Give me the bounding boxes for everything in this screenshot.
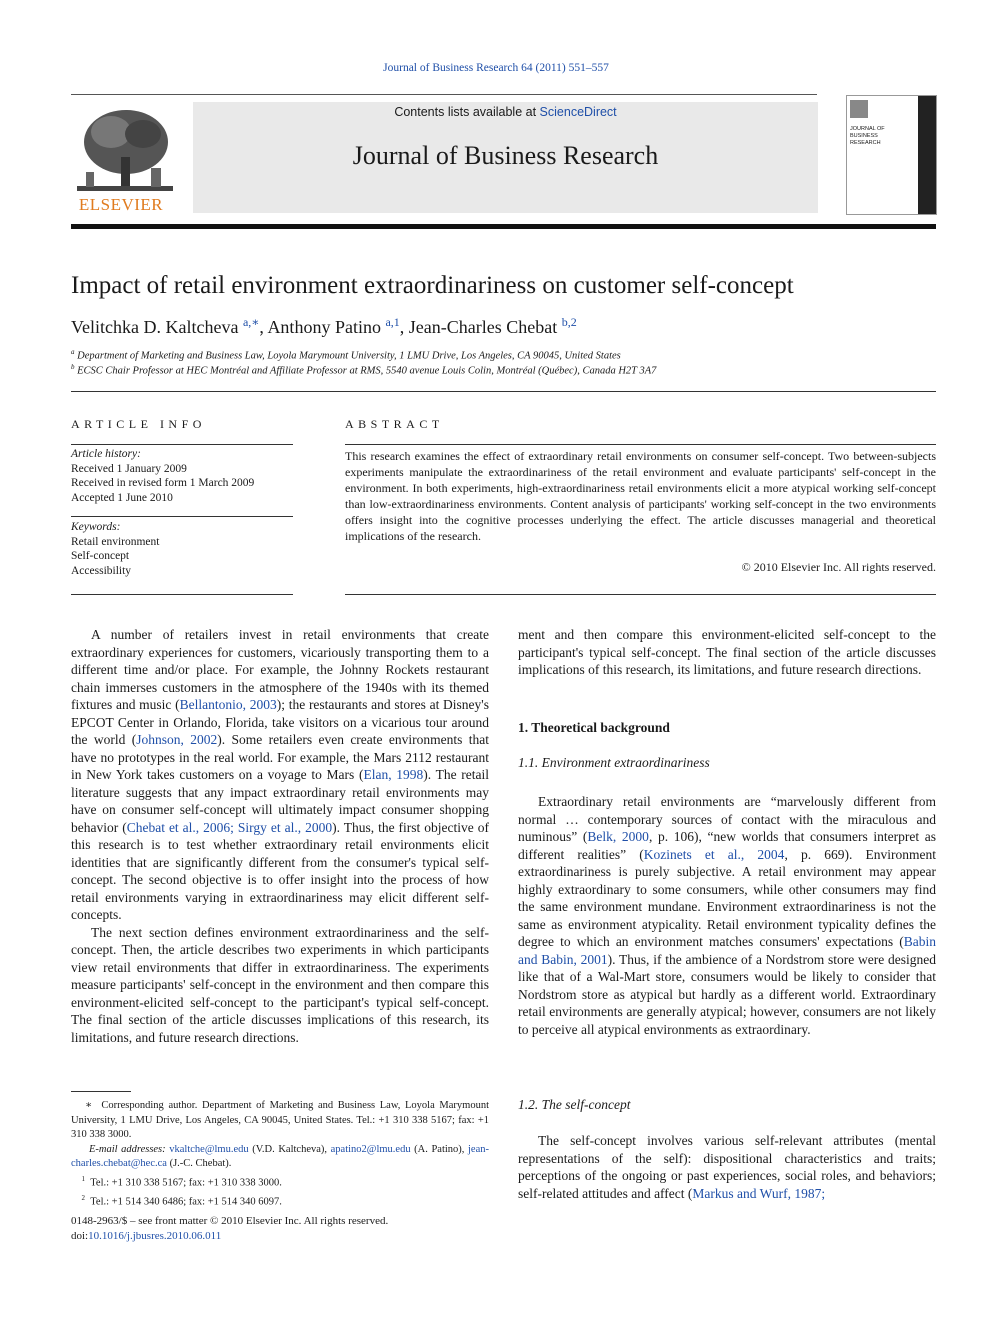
text-run: ). The retail literature suggests that any impact extraordinary retail environments may have on consumer self-concept will ultimately impact consumer shopping behavior (: [71, 767, 489, 835]
footnote-1: $^1$ Tel.: +1 310 338 5167; fax: +1 310 338 3000.: [81, 1174, 282, 1188]
divider: [345, 444, 936, 445]
copyright: © 2010 Elsevier Inc. All rights reserved.: [741, 560, 936, 574]
footnote-text: Tel.: +1 514 340 6486; fax: +1 514 340 6097.: [90, 1196, 282, 1207]
citation-link[interactable]: Elan, 1998: [363, 767, 424, 782]
abstract-text: This research examines the effect of extraordinary retail environments on consumer self-concept. Two between-subjects experiments manipulate the extraordinariness of the retail environment and evaluate participants' self-concept in the environment. In both experiments, high-extraordinariness retail environments elicit a more atypical working self-concept than low-extraordinariness environments. Content analysis of participants' working self-concept in the two environments offers insight into the cognitive processes underlying the effect. The article discusses managerial and theoretical implications of the research.: [345, 449, 936, 543]
keywords-label: Keywords:: [71, 521, 121, 533]
affiliation-text: Department of Marketing and Business Law, Loyola Marymount University, 1 LMU Drive, Los Angeles, CA 90045, United States: [77, 350, 621, 362]
elsevier-logo: [71, 102, 186, 214]
affiliation: [71, 348, 621, 362]
right-column-body: [518, 793, 936, 1038]
left-column: [71, 626, 490, 1045]
article-info-heading: ARTICLE INFO: [71, 417, 206, 431]
text-run: The self-concept involves various self-relevant attributes (mental representations of the self): dispositional characteristics and traits; perceptions of the ongoing or past experiences, social roles, and behaviors; self-related attitudes and affect (: [518, 1133, 936, 1201]
affiliation-mark: a: [71, 348, 75, 356]
text-run: , p. 106), “new worlds that consumers interpret as different realities” (: [518, 829, 936, 862]
doi-line: [71, 1229, 388, 1244]
paragraph: [71, 626, 489, 924]
contents-prefix: Contents lists available at: [394, 105, 537, 119]
footnotes: [71, 1099, 489, 1210]
citation-link[interactable]: Kozinets et al., 2004: [643, 846, 785, 862]
subsection-heading: 1.1. Environment extraordinariness: [518, 755, 710, 770]
abstract-heading: ABSTRACT: [345, 417, 444, 431]
journal-cover-thumbnail: [846, 95, 937, 215]
revised-date: Received in revised form 1 March 2009: [71, 477, 255, 489]
footnote-corresponding: ∗ Corresponding author. Department of Marketing and Business Law, Loyola Marymount University, 1 LMU Drive, Los Angeles, CA 90045, United States. Tel.: +1 310 338 5167; fax: +1 310 338 3000.: [71, 1100, 489, 1140]
sciencedirect-link[interactable]: ScienceDirect: [539, 105, 617, 119]
text-run: A number of retailers invest in retail environments that create extraordinary experiences for customers, vicariously transporting them to a different time and/or place. For example, the Johnny Rockets restaurant chain immerses customers in the atmosphere of the 1940s with its themed fixtures and music (: [71, 627, 489, 712]
front-matter-info: [71, 1214, 388, 1243]
citation-link[interactable]: Bellantonio, 2003: [179, 697, 277, 712]
cover-band: [918, 96, 936, 214]
affiliation: [71, 363, 656, 377]
citation-link[interactable]: Belk, 2000: [587, 829, 649, 844]
journal-title: Journal of Business Research: [352, 141, 659, 170]
journal-citation[interactable]: Journal of Business Research 64 (2011) 551–557: [383, 62, 609, 74]
history-label: Article history:: [71, 448, 141, 460]
cover-title: JOURNAL OF BUSINESS RESEARCH: [850, 126, 885, 146]
email-owner: (V.D. Kaltcheva),: [252, 1143, 328, 1155]
keyword: Retail environment: [71, 535, 160, 548]
text-run: ). Thus, the first objective of this research is to test whether extraordinary retail environments elicit identities that are significantly different from the consumer's typical self-concept. The second objective is to offer insight into the process of how retail environments varying in extraordinariness may elicit different self-concepts.: [71, 819, 489, 922]
issn-line: 0148-2963/$ – see front matter © 2010 Elsevier Inc. All rights reserved.: [71, 1215, 389, 1227]
affiliation-mark: b: [71, 363, 75, 371]
email-link[interactable]: jean-charles.chebat@hec.ca: [71, 1143, 490, 1169]
paragraph: The next section defines environment extraordinariness and the self-concept. Then, the article describes two experiments in which participants view retail environments that differ in extraordinariness. The experiments measure participants' self-concept in the environment and then compare this environment-elicited self-concept to the participant's typical self-concept. The final section of the article discusses implications of this research, its limitations, and future research directions.: [71, 924, 489, 1045]
paragraph: [518, 1132, 936, 1202]
text-run: ). Thus, if the ambience of a Nordstrom store were designed like that of a Wal-Mart store, consumers would be likely to consider that Nordstrom store as atypical but hardly as a different world. Extraordinary retail environments are generally atypical; however, consumers are not likely to perceive all atypical environments as extraordinary.: [518, 951, 936, 1037]
email-owner: (J.-C. Chebat).: [169, 1158, 232, 1169]
author-name: Jean-Charles Chebat: [408, 317, 558, 337]
footnote-text: Corresponding author. Department of Marketing and Business Law, Loyola Marymount University, 1 LMU Drive, Los Angeles, CA 90045, United States. Tel.: +1 310 338 5167; fax: +1 310 338 3000.: [71, 1100, 489, 1140]
header-thick-rule: [71, 224, 936, 229]
text-run: , p. 669). Environment extraordinariness is purely subjective. A retail environment may appear highly extraordinary to some consumers, while other consumers may find the same environment mundane. Environment extraordinariness is not the same as environment atypicality. Retail environment typicality defines the degree to which an environment matches consumers' expectations (: [518, 846, 936, 949]
paragraph-continuation: ment and then compare this environment-elicited self-concept to the participant's typical self-concept. The final section of the article discusses implications of this research, its limitations, and future research directions.: [518, 627, 936, 677]
footnote-emails: [71, 1143, 489, 1172]
affiliation-text: ECSC Chair Professor at HEC Montréal and Affiliate Professor at RMS, 5540 avenue Louis Colin, Montréal (Québec), Canada H2T 3A7: [77, 365, 657, 377]
received-date: Received 1 January 2009: [71, 462, 187, 475]
footnote-2: $^2$ Tel.: +1 514 340 6486; fax: +1 514 340 6097.: [81, 1193, 282, 1207]
divider: [345, 594, 936, 595]
subsection-heading: 1.2. The self-concept: [518, 1097, 631, 1112]
citation-link[interactable]: Babin and Babin, 2001: [518, 934, 936, 967]
keyword: Self-concept: [71, 550, 130, 562]
author-affiliation-mark[interactable]: a,1: [385, 315, 400, 329]
citation-link[interactable]: Chebat et al., 2006; Sirgy et al., 2000: [126, 819, 333, 835]
footnote-text: Tel.: +1 310 338 5167; fax: +1 310 338 3000.: [90, 1177, 282, 1188]
text-run: Extraordinary retail environments are “marvelously different from normal … contemporary sources of contact with the miraculous and numinous” (: [518, 794, 936, 844]
author-affiliation-mark[interactable]: b,2: [561, 315, 577, 329]
section-heading: 1. Theoretical background: [518, 720, 670, 735]
contents-line: [193, 105, 818, 119]
divider: [71, 444, 293, 445]
citation-link[interactable]: Johnson, 2002: [136, 732, 218, 747]
header-divider: [71, 94, 817, 95]
author-name: Anthony Patino: [267, 317, 381, 337]
email-link[interactable]: vkaltche@lmu.edu: [169, 1143, 249, 1155]
divider: [71, 594, 293, 595]
text-run: ). Some retailers even create environments that have no prototypes in the real world. For example, the Mars 2112 restaurant in New York takes customers on a voyage to Mars (: [71, 732, 490, 782]
publisher-name: ELSEVIER: [78, 195, 164, 214]
keywords: [71, 520, 293, 578]
article-title: Impact of retail environment extraordinariness on customer self-concept: [71, 272, 794, 299]
article-history: [71, 447, 293, 505]
doi-link[interactable]: 10.1016/j.jbusres.2010.06.011: [88, 1229, 222, 1242]
section-divider: [71, 391, 936, 392]
doi-prefix: doi:: [71, 1229, 89, 1242]
right-column-body: [518, 1132, 936, 1202]
accepted-date: Accepted 1 June 2010: [71, 491, 173, 504]
email-link[interactable]: apatino2@lmu.edu: [330, 1143, 411, 1155]
citation-link[interactable]: Markus and Wurf, 1987;: [692, 1185, 826, 1201]
keyword: Accessibility: [71, 564, 132, 577]
email-owner: (A. Patino),: [414, 1143, 465, 1155]
author-affiliation-mark[interactable]: a,∗: [242, 315, 260, 329]
text-run: ); the restaurants and stores at Disney's EPCOT Center in Orlando, Florida, take visitors on a vicarious tour around the world (: [71, 697, 489, 747]
divider: [71, 516, 293, 517]
email-label: E-mail addresses:: [88, 1143, 166, 1155]
author-list: Velitchka D. Kaltcheva $^{a,∗}$, Anthony Patino $^{a,1}$, Jean-Charles Chebat $^{b,2}$: [71, 315, 577, 337]
footnote-rule: [71, 1091, 131, 1092]
cover-image: [850, 100, 868, 118]
paragraph: [518, 793, 936, 1038]
author-name: Velitchka D. Kaltcheva: [71, 317, 239, 337]
